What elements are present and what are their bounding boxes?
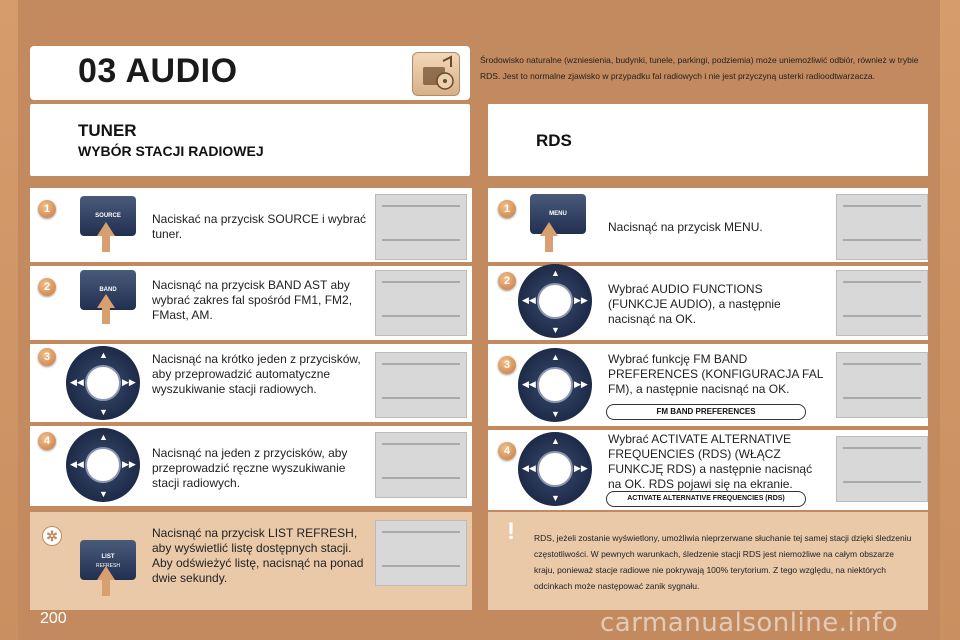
step-text: Nacisnąć na przycisk MENU.	[608, 220, 763, 234]
down-arrow-icon: ▼	[99, 489, 108, 499]
down-arrow-icon: ▼	[551, 493, 560, 503]
activate-alternative-frequencies-label: ACTIVATE ALTERNATIVE FREQUENCIES (RDS)	[606, 491, 806, 507]
down-arrow-icon: ▼	[551, 325, 560, 335]
step-number: 4	[38, 432, 56, 450]
radio-cd-icon	[412, 52, 460, 96]
step-text: Wybrać AUDIO FUNCTIONS (FUNKCJE AUDIO), a następnie nacisnąć na OK.	[608, 282, 781, 326]
step-text: Nacisnąć na przycisk BAND AST aby wybrać zakres fal spośród FM1, FM2, FMast, AM.	[152, 278, 353, 322]
rewind-icon: ◀◀	[522, 379, 536, 389]
radio-thumbnail	[375, 270, 467, 336]
info-icon: ✲	[42, 526, 62, 546]
fast-forward-icon: ▶▶	[574, 295, 588, 305]
up-arrow-icon: ▲	[99, 350, 108, 360]
radio-thumbnail	[836, 352, 928, 418]
fast-forward-icon: ▶▶	[122, 459, 136, 469]
step-text: Naciskać na przycisk SOURCE i wybrać tuner.	[152, 212, 367, 241]
step-number: 2	[38, 278, 56, 296]
up-arrow-icon: ▲	[551, 268, 560, 278]
navigation-dpad[interactable]	[518, 264, 592, 338]
navigation-dpad[interactable]	[66, 346, 140, 420]
tuner-title: TUNER	[78, 121, 137, 140]
step-number: 1	[38, 200, 56, 218]
rewind-icon: ◀◀	[522, 295, 536, 305]
source-button[interactable]: SOURCE	[80, 196, 136, 236]
refresh-button-label: REFRESH	[96, 563, 120, 569]
press-arrow	[102, 234, 110, 252]
list-button-label: LIST	[101, 554, 115, 560]
warning-icon: !	[507, 518, 515, 545]
up-arrow-icon: ▲	[551, 436, 560, 446]
intro-text: Środowisko naturalne (wzniesienia, budynki, tunele, parkingi, podziemia) może uniemożliwić odbiór, również w trybie RDS. Jest to normalne zjawisko w przypadku fal radiowych i nie jest przyczyną usterki radioodtwarzacza.	[480, 55, 919, 81]
tip-text: Nacisnąć na przycisk LIST REFRESH, aby wyświetlić listę dostępnych stacji. Aby odświeżyć listę, nacisnąć na ponad dwie sekundy.	[152, 526, 364, 585]
radio-thumbnail	[375, 194, 467, 260]
press-arrow-icon	[97, 222, 115, 236]
page-number: 200	[40, 610, 67, 627]
step-text: Wybrać funkcję FM BAND PREFERENCES (KONFIGURACJA FAL FM), a następnie nacisnąć na OK.	[608, 352, 823, 396]
up-arrow-icon: ▲	[551, 352, 560, 362]
menu-button[interactable]: MENU	[530, 194, 586, 234]
step-number: 4	[498, 442, 516, 460]
step-text: Nacisnąć na krótko jeden z przycisków, aby przeprowadzić automatyczne wyszukiwanie stacji radiowych.	[152, 352, 361, 396]
down-arrow-icon: ▼	[99, 407, 108, 417]
watermark: carmanualsonline.info	[600, 608, 899, 638]
step-number: 3	[38, 348, 56, 366]
navigation-dpad[interactable]	[66, 428, 140, 502]
press-arrow-icon	[540, 222, 558, 236]
tuner-subtitle: WYBÓR STACJI RADIOWEJ	[78, 143, 264, 159]
press-arrow	[102, 306, 110, 324]
fm-band-preferences-label: FM BAND PREFERENCES	[606, 404, 806, 420]
rds-title: RDS	[536, 131, 572, 150]
step-text: Wybrać ACTIVATE ALTERNATIVE FREQUENCIES (RDS) (WŁĄCZ FUNKCJĘ RDS) a następnie nacisnąć na OK. RDS pojawi się na ekranie.	[608, 432, 813, 491]
press-arrow	[545, 234, 553, 252]
navigation-dpad[interactable]	[518, 432, 592, 506]
radio-thumbnail	[375, 432, 467, 498]
page-title: 03 AUDIO	[78, 52, 238, 90]
rewind-icon: ◀◀	[522, 463, 536, 473]
band-button[interactable]: BAND	[80, 270, 136, 310]
rewind-icon: ◀◀	[70, 459, 84, 469]
fast-forward-icon: ▶▶	[574, 463, 588, 473]
radio-thumbnail	[836, 436, 928, 502]
press-arrow	[102, 578, 110, 596]
press-arrow-icon	[97, 566, 115, 580]
step-number: 1	[498, 200, 516, 218]
up-arrow-icon: ▲	[99, 432, 108, 442]
rds-note-text: RDS, jeżeli zostanie wyświetlony, umożliwia nieprzerwane słuchanie tej samej stacji dzięki śledzeniu częstotliwości. W pewnych warunkach, śledzenie stacji RDS jest niemożliwe na całym obszarze kraju, ponieważ stacje radiowe nie pokrywają 100% terytorium. Z tego względu, na niektórych odcinkach może następować zanik sygnału.	[534, 533, 912, 591]
press-arrow-icon	[97, 294, 115, 308]
fast-forward-icon: ▶▶	[574, 379, 588, 389]
rewind-icon: ◀◀	[70, 377, 84, 387]
down-arrow-icon: ▼	[551, 409, 560, 419]
step-text: Nacisnąć na jeden z przycisków, aby przeprowadzić ręczne wyszukiwanie stacji radiowych.	[152, 446, 348, 490]
navigation-dpad[interactable]	[518, 348, 592, 422]
step-number: 2	[498, 272, 516, 290]
radio-thumbnail	[375, 352, 467, 418]
radio-thumbnail	[836, 194, 928, 260]
fast-forward-icon: ▶▶	[122, 377, 136, 387]
radio-thumbnail	[375, 520, 467, 586]
radio-thumbnail	[836, 270, 928, 336]
step-number: 3	[498, 356, 516, 374]
